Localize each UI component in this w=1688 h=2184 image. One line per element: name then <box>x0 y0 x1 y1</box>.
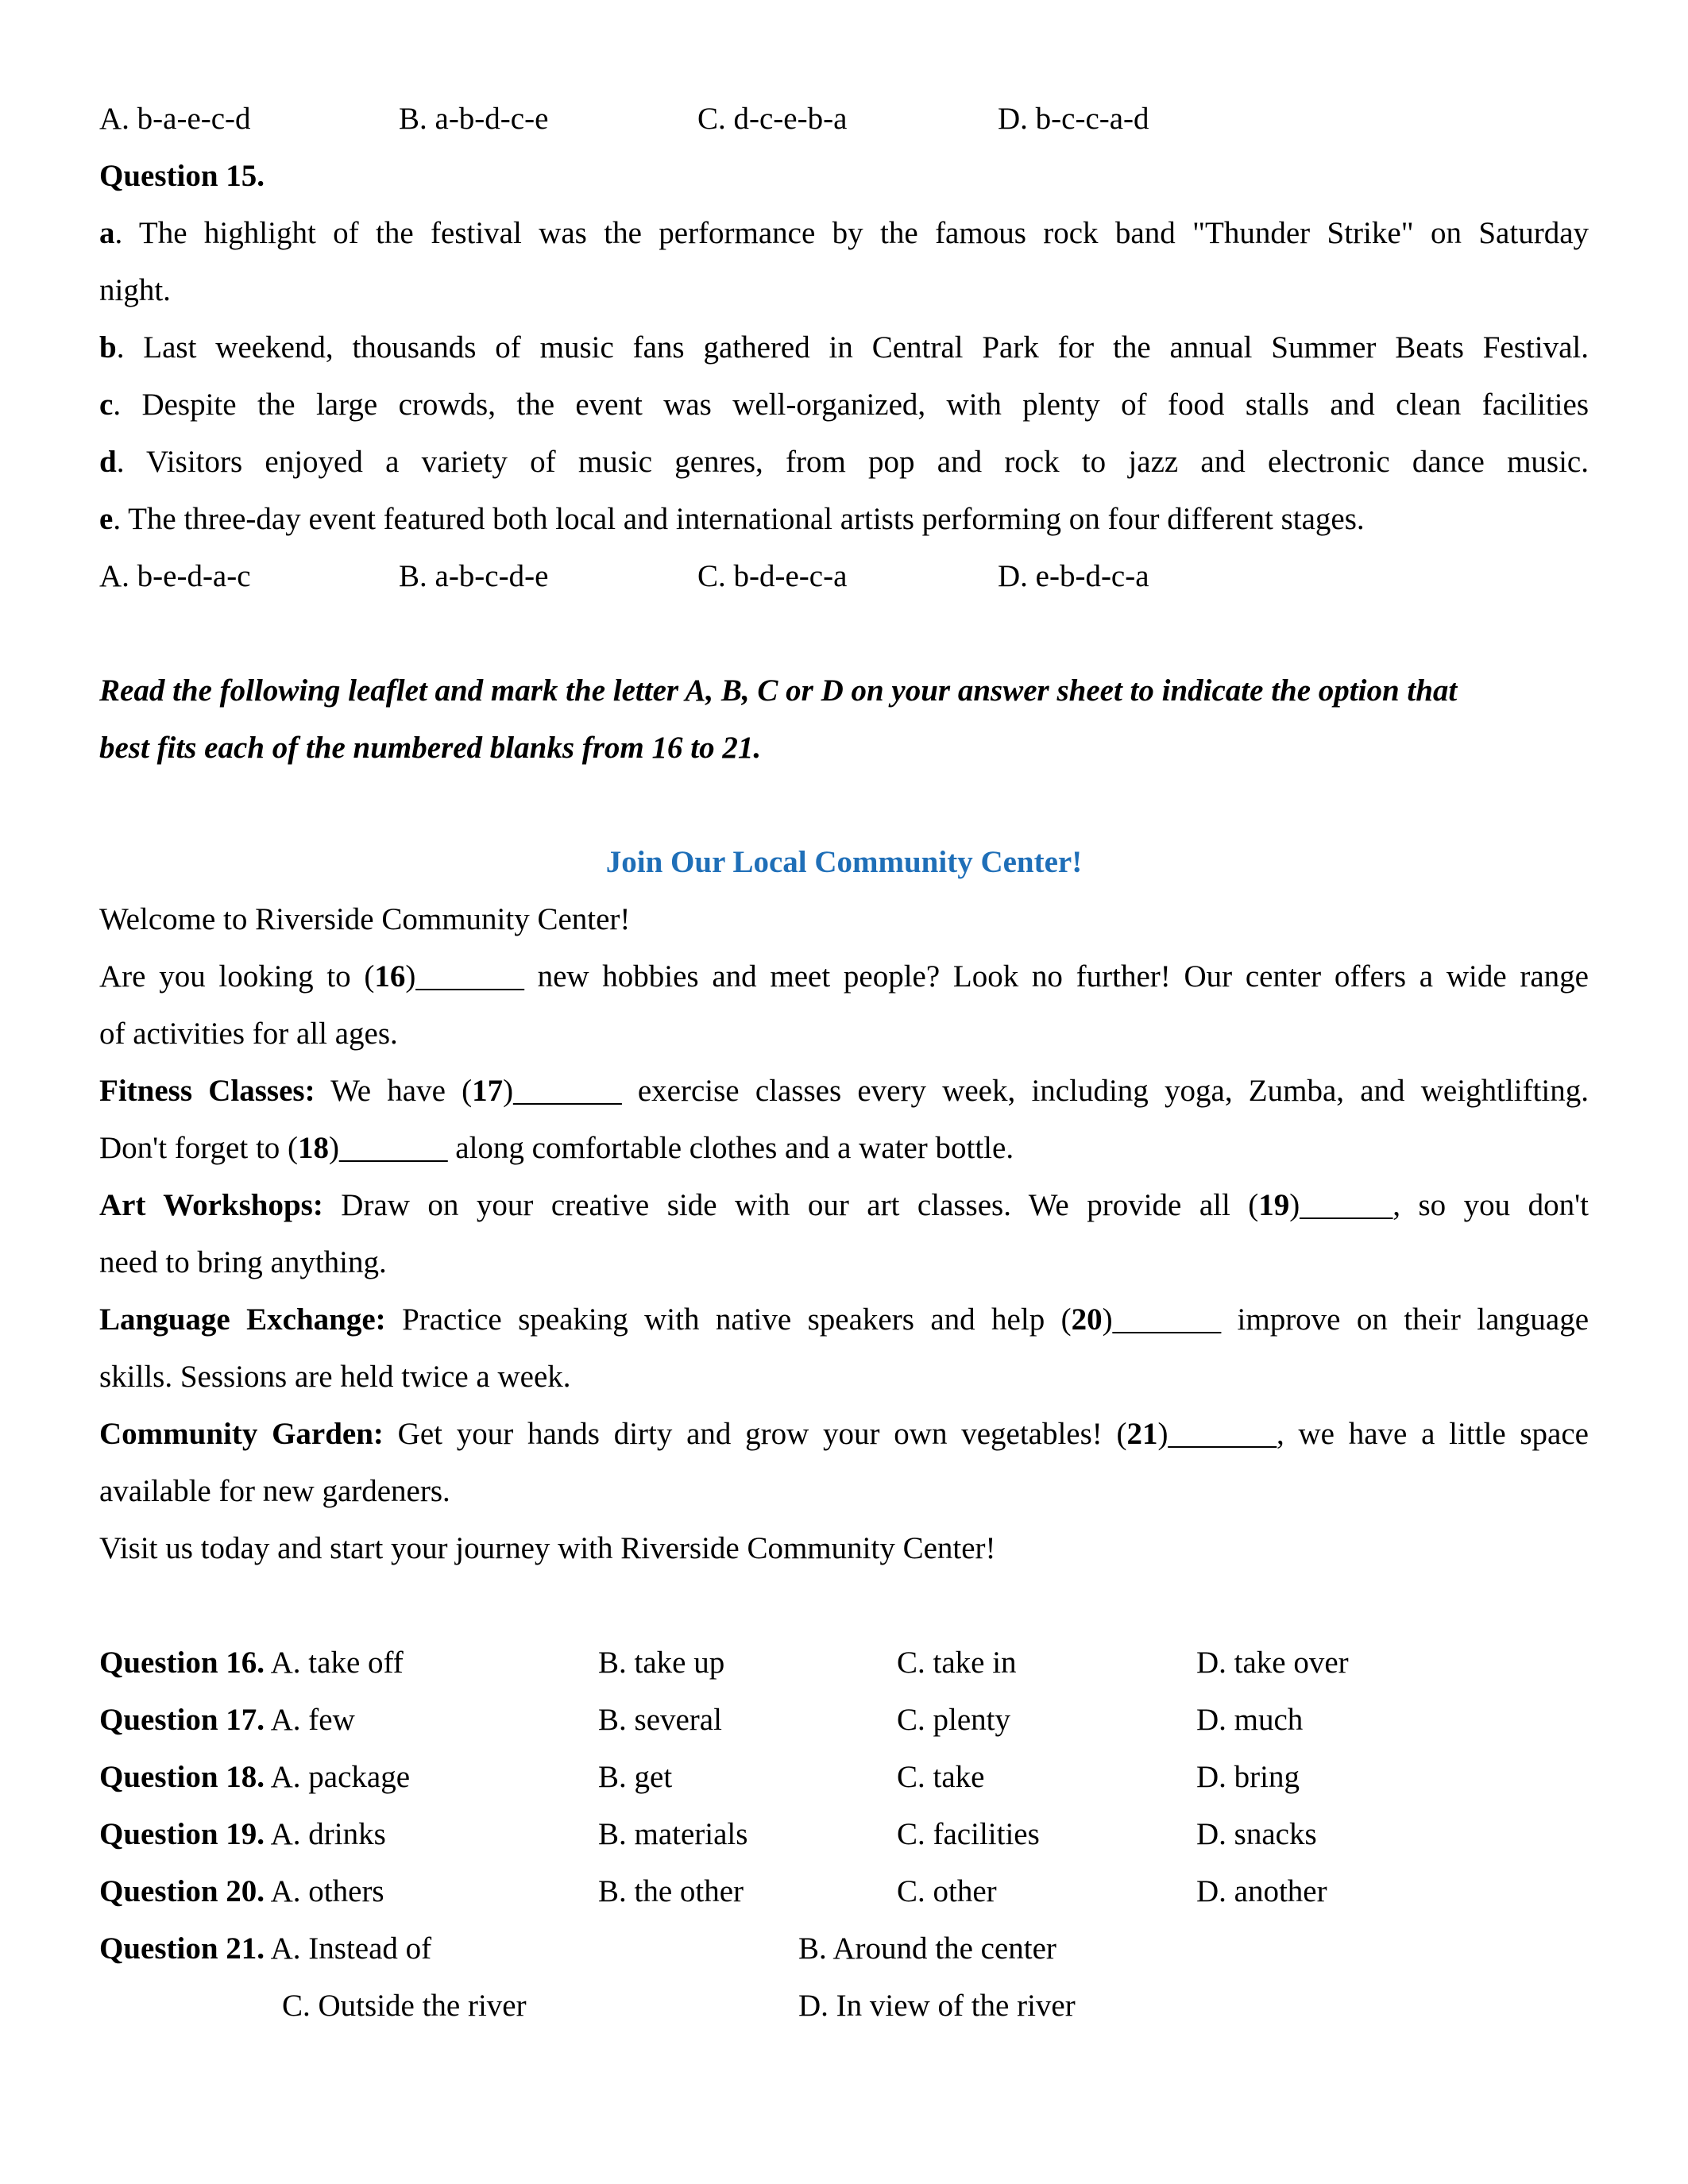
question-17 <box>99 1692 1589 1749</box>
question-21 <box>99 1920 1589 1978</box>
leaflet-intro: Are you looking to (16)_______ new hobbies and meet people? Look no further! Our center offers a wide range <box>99 959 1589 994</box>
q15-heading: Question 15. <box>99 159 265 193</box>
q15-sentence-d: d. Visitors enjoyed a variety of music genres, from pop and rock to jazz and electronic dance music. <box>99 445 1589 479</box>
q15-option-b: B. a-b-c-d-e <box>399 559 549 593</box>
question-19 <box>99 1806 1589 1863</box>
fitness-classes-cont: Don't forget to (18)_______ along comfortable clothes and a water bottle. <box>99 1131 1014 1165</box>
fitness-classes: Fitness Classes: We have (17)_______ exercise classes every week, including yoga, Zumba, and weightlifting. <box>99 1074 1589 1108</box>
leaflet-title: Join Our Local Community Center! <box>605 845 1083 879</box>
q15-sentence-c: c. Despite the large crowds, the event was well-organized, with plenty of food stalls and clean facilities <box>99 388 1589 422</box>
q15-options <box>99 548 1589 605</box>
leaflet-closing: Visit us today and start your journey with Riverside Community Center! <box>99 1531 996 1565</box>
question-label: Question 16. A. take off <box>99 1646 404 1680</box>
leaflet-welcome: Welcome to Riverside Community Center! <box>99 902 631 936</box>
q15-option-c: C. b-d-e-c-a <box>697 559 848 593</box>
q15-sentence-a-cont: night. <box>99 273 171 307</box>
q15-sentence-b: b. Last weekend, thousands of music fans gathered in Central Park for the annual Summer Beats Festival. <box>99 330 1589 365</box>
art-workshops-cont: need to bring anything. <box>99 1245 387 1279</box>
question-option-b: B. Around the center <box>798 1931 1056 1966</box>
question-option-c: C. other <box>897 1874 997 1908</box>
instruction-line-2: best fits each of the numbered blanks from 16 to 21. <box>99 731 762 765</box>
question-option-d: D. much <box>1196 1703 1304 1737</box>
language-exchange: Language Exchange: Practice speaking with native speakers and help (20)_______ improve on their language <box>99 1302 1590 1337</box>
q14-option-a: A. b-a-e-c-d <box>99 102 251 136</box>
question-label: Question 17. A. few <box>99 1703 355 1737</box>
question-option-d: D. snacks <box>1196 1817 1317 1851</box>
question-option-c: C. facilities <box>897 1817 1040 1851</box>
question-option-d: D. take over <box>1196 1646 1349 1680</box>
question-option-b: B. get <box>598 1760 673 1794</box>
question-18 <box>99 1749 1589 1806</box>
q14-option-d: D. b-c-c-a-d <box>998 102 1149 136</box>
q14-options <box>99 91 1589 148</box>
question-label: Question 21. A. Instead of <box>99 1931 432 1966</box>
question-option-c: C. take <box>897 1760 985 1794</box>
q15-option-a: A. b-e-d-a-c <box>99 559 251 593</box>
question-option-b: B. take up <box>598 1646 725 1680</box>
language-exchange-cont: skills. Sessions are held twice a week. <box>99 1360 571 1394</box>
question-option-c: C. plenty <box>897 1703 1010 1737</box>
question-option-d: D. bring <box>1196 1760 1300 1794</box>
question-option-b: B. materials <box>598 1817 748 1851</box>
question-label: Question 20. A. others <box>99 1874 384 1908</box>
question-16 <box>99 1634 1589 1692</box>
q15-sentence-e: e. The three-day event featured both local and international artists performing on four different stages. <box>99 502 1365 536</box>
question-option-d: D. In view of the river <box>798 1989 1076 2023</box>
q15-sentence-a: a. The highlight of the festival was the performance by the famous rock band "Thunder Strike" on Saturday <box>99 216 1589 250</box>
q14-option-c: C. d-c-e-b-a <box>697 102 848 136</box>
question-option-b: B. several <box>598 1703 722 1737</box>
question-21-cont <box>99 1978 1589 2035</box>
instruction-line-1: Read the following leaflet and mark the letter A, B, C or D on your answer sheet to indicate the option that <box>99 673 1458 708</box>
q14-option-b: B. a-b-d-c-e <box>399 102 549 136</box>
question-option-d: D. another <box>1196 1874 1327 1908</box>
question-20 <box>99 1863 1589 1920</box>
q15-option-d: D. e-b-d-c-a <box>998 559 1149 593</box>
question-label: Question 19. A. drinks <box>99 1817 386 1851</box>
community-garden: Community Garden: Get your hands dirty and grow your own vegetables! (21)_______, we have a little space <box>99 1417 1589 1451</box>
question-option-c: C. Outside the river <box>282 1989 527 2023</box>
question-option-b: B. the other <box>598 1874 744 1908</box>
community-garden-cont: available for new gardeners. <box>99 1474 450 1508</box>
leaflet-intro-cont: of activities for all ages. <box>99 1017 398 1051</box>
question-option-c: C. take in <box>897 1646 1017 1680</box>
art-workshops: Art Workshops: Draw on your creative side with our art classes. We provide all (19)______, so you don't <box>99 1188 1589 1222</box>
question-label: Question 18. A. package <box>99 1760 411 1794</box>
